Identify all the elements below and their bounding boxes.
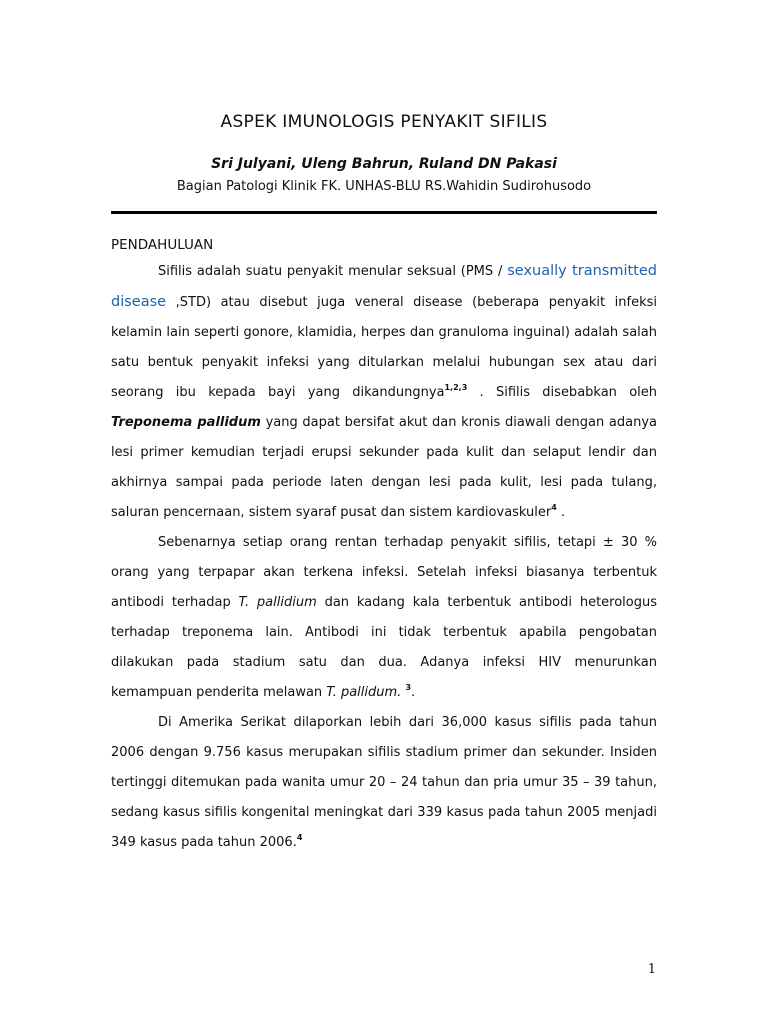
body-text	[111, 256, 657, 858]
paragraph-3	[111, 708, 657, 858]
paragraph-1	[111, 256, 657, 528]
citation-superscript: 4	[551, 503, 557, 512]
organism-name: T. pallidum.	[326, 685, 402, 700]
paragraph-1-text-a: Sifilis adalah suatu penyakit menular seksual (PMS /	[158, 264, 508, 279]
paragraph-2-text-a: Sebenarnya setiap orang rentan terhadap penyakit sifilis, tetapi ± 30 % orang yang terpapar akan terkena infeksi. Setelah infeksi biasanya terbentuk antibodi terhadap	[111, 535, 657, 610]
std-link[interactable]: sexually transmitted disease	[111, 263, 657, 310]
document-title: ASPEK IMUNOLOGIS PENYAKIT SIFILIS	[220, 112, 548, 132]
paragraph-2	[111, 528, 657, 708]
title-divider	[111, 211, 657, 214]
paragraph-1-text-e: .	[556, 505, 566, 520]
author-list: Sri Julyani, Uleng Bahrun, Ruland DN Pakasi	[211, 156, 557, 172]
author-affiliation: Bagian Patologi Klinik FK. UNHAS-BLU RS.Wahidin Sudirohusodo	[176, 179, 592, 194]
page-number: 1	[647, 962, 656, 977]
paragraph-1-text-b: ,STD) atau disebut juga veneral disease (beberapa penyakit infeksi kelamin lain seperti gonore, klamidia, herpes dan granuloma inguinal) adalah salah satu bentuk penyakit infeksi yang ditularkan melalui hubungan sex atau dari seorang ibu kepada bayi yang dikandungnya	[111, 295, 657, 400]
citation-superscript: 4	[296, 833, 303, 842]
paragraph-2-text-b: dan kadang kala terbentuk antibodi heterologus terhadap treponema lain. Antibodi ini tidak terbentuk apabila pengobatan dilakukan pada stadium satu dan dua. Adanya infeksi HIV menurunkan kemampuan penderita melawan	[111, 595, 658, 700]
citation-superscript: 1,2,3	[444, 383, 468, 392]
paragraph-2-text-d: .	[411, 685, 416, 700]
organism-name: Treponema pallidum	[111, 415, 261, 430]
citation-superscript: 3	[405, 683, 412, 692]
paragraph-3-text-a: Di Amerika Serikat dilaporkan lebih dari 36,000 kasus sifilis pada tahun 2006 dengan 9.756 kasus merupakan sifilis stadium primer dan sekunder. Insiden tertinggi ditemukan pada wanita umur 20 – 24 tahun dan pria umur 35 – 39 tahun, sedang kasus sifilis kongenital meningkat dari 339 kasus pada tahun 2005 menjadi 349 kasus pada tahun 2006.	[111, 715, 657, 850]
paragraph-1-text-d: yang dapat bersifat akut dan kronis diawali dengan adanya lesi primer kemudian terjadi erupsi sekunder pada kulit dan selaput lendir dan akhirnya sampai pada periode laten dengan lesi pada kulit, lesi pada tulang, saluran pencernaan, sistem syaraf pusat dan sistem kardiovaskuler	[111, 415, 658, 520]
paragraph-1-text-c: . Sifilis disebabkan oleh	[467, 385, 658, 400]
organism-name: T. pallidium	[238, 595, 317, 610]
section-heading: PENDAHULUAN	[111, 237, 214, 253]
